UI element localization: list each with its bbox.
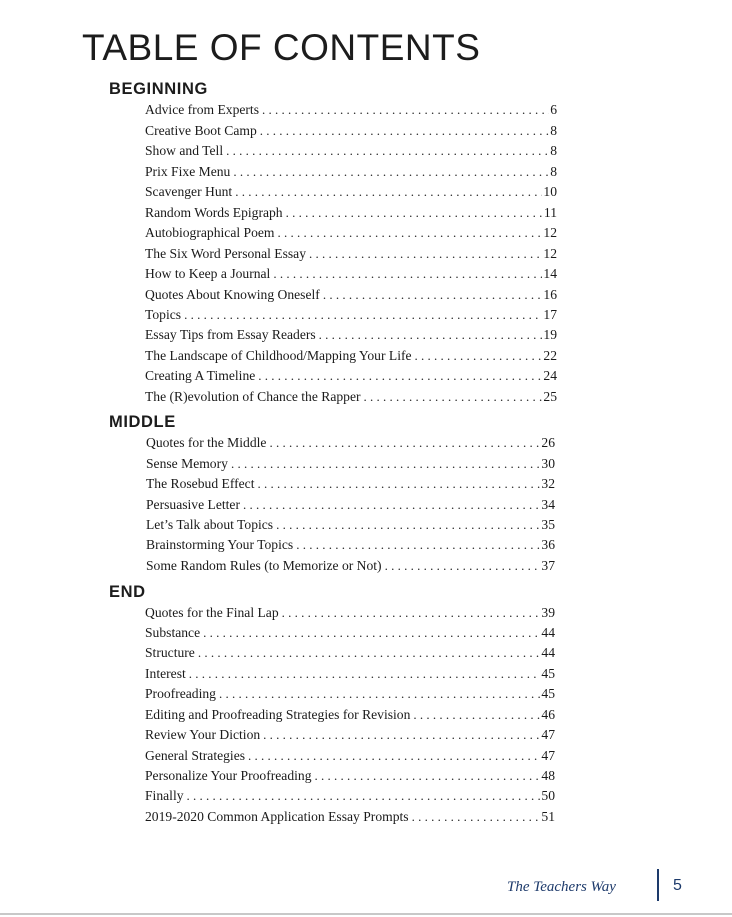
entry-page: 36 (541, 537, 555, 552)
toc-entry[interactable] (145, 684, 555, 704)
dot-leader (257, 474, 540, 494)
page-edge (0, 913, 732, 915)
entry-title: Essay Tips from Essay Readers (145, 327, 316, 342)
entry-page: 12 (543, 225, 557, 240)
dot-leader (412, 807, 541, 827)
dot-leader (235, 182, 542, 202)
entry-title: Quotes About Knowing Oneself (145, 287, 320, 302)
entry-title: The Six Word Personal Essay (145, 246, 307, 261)
toc-entry[interactable] (145, 203, 557, 223)
toc-entry[interactable] (145, 121, 557, 141)
entry-title: Persuasive Letter (146, 497, 240, 512)
entry-page: 47 (541, 727, 555, 742)
entry-title: The (R)evolution of Chance the Rapper (145, 389, 361, 404)
entry-page: 32 (541, 476, 555, 491)
entry-title: Sense Memory (146, 456, 228, 471)
entry-page: 44 (541, 625, 555, 640)
entry-title: Review Your Diction (145, 727, 261, 742)
toc-entry[interactable] (145, 100, 557, 120)
entry-title: Structure (145, 645, 195, 660)
section-heading-middle: MIDDLE (109, 413, 176, 431)
toc-entry[interactable] (145, 264, 557, 284)
toc-entry[interactable] (146, 433, 555, 453)
dot-leader (415, 346, 543, 366)
entry-title: Proofreading (145, 686, 216, 701)
entry-page: 16 (543, 287, 557, 302)
section-heading-end: END (109, 583, 146, 601)
entry-title: Quotes for the Final Lap (145, 605, 279, 620)
entry-page: 8 (550, 143, 557, 158)
toc-entry[interactable] (145, 387, 557, 407)
toc-entry[interactable] (145, 643, 555, 663)
entry-title: The Rosebud Effect (146, 476, 255, 491)
toc-entry[interactable] (145, 182, 557, 202)
entry-title: Show and Tell (145, 143, 224, 158)
dot-leader (278, 223, 543, 243)
entry-title: Creating A Timeline (145, 368, 256, 383)
dot-leader (385, 556, 541, 576)
entry-page: 51 (541, 809, 555, 824)
entry-page: 19 (543, 327, 557, 342)
entry-page: 8 (550, 123, 557, 138)
entry-page: 37 (541, 558, 555, 573)
dot-leader (364, 387, 543, 407)
entry-title: Substance (145, 625, 201, 640)
entry-page: 48 (541, 768, 555, 783)
dot-leader (189, 664, 541, 684)
entry-page: 46 (541, 707, 555, 722)
entry-page: 39 (541, 605, 555, 620)
entry-page: 47 (541, 748, 555, 763)
dot-leader (315, 766, 541, 786)
entry-page: 14 (543, 266, 557, 281)
entry-page: 22 (543, 348, 557, 363)
dot-leader (226, 141, 549, 161)
page-number: 5 (673, 877, 682, 894)
entry-page: 24 (543, 368, 557, 383)
entry-title: Advice from Experts (145, 102, 260, 117)
dot-leader (286, 203, 543, 223)
toc-entry[interactable] (145, 623, 555, 643)
toc-entry[interactable] (145, 141, 557, 161)
entry-page: 34 (541, 497, 555, 512)
toc-entry[interactable] (145, 223, 557, 243)
toc-entry[interactable] (145, 766, 555, 786)
toc-entry[interactable] (145, 346, 557, 366)
entry-title: Random Words Epigraph (145, 205, 283, 220)
entry-page: 50 (541, 788, 555, 803)
footer-divider (657, 869, 659, 901)
toc-entry[interactable] (145, 725, 555, 745)
dot-leader (413, 705, 540, 725)
entry-title: How to Keep a Journal (145, 266, 271, 281)
entry-title: Personalize Your Proofreading (145, 768, 312, 783)
entry-page: 10 (543, 184, 557, 199)
toc-entry[interactable] (145, 746, 555, 766)
dot-leader (276, 515, 540, 535)
dot-leader (309, 244, 542, 264)
toc-entry[interactable] (146, 535, 555, 555)
toc-entry[interactable] (145, 664, 555, 684)
entry-title: General Strategies (145, 748, 246, 763)
entry-page: 6 (550, 102, 557, 117)
publication-title: The Teachers Way (507, 879, 616, 895)
dot-leader (319, 325, 543, 345)
entry-page: 12 (543, 246, 557, 261)
dot-leader (263, 725, 540, 745)
entry-page: 30 (541, 456, 555, 471)
toc-entry[interactable] (145, 162, 557, 182)
entry-title: Prix Fixe Menu (145, 164, 231, 179)
dot-leader (296, 535, 540, 555)
entry-page: 35 (541, 517, 555, 532)
dot-leader (243, 495, 540, 515)
entry-title: Finally (145, 788, 184, 803)
toc-entry[interactable] (146, 556, 555, 576)
entry-title: Scavenger Hunt (145, 184, 233, 199)
dot-leader (233, 162, 549, 182)
dot-leader (262, 100, 549, 120)
dot-leader (203, 623, 540, 643)
entry-title: Some Random Rules (to Memorize or Not) (146, 558, 382, 573)
dot-leader (323, 285, 543, 305)
dot-leader (231, 454, 540, 474)
toc-entry[interactable] (145, 705, 555, 725)
entry-page: 8 (550, 164, 557, 179)
entry-page: 26 (541, 435, 555, 450)
toc-entry[interactable] (146, 515, 555, 535)
dot-leader (258, 366, 542, 386)
toc-entry[interactable] (145, 786, 555, 806)
toc-entry[interactable] (145, 603, 555, 623)
dot-leader (219, 684, 540, 704)
page-title: TABLE OF CONTENTS (82, 27, 481, 68)
dot-leader (198, 643, 541, 663)
entry-title: Topics (145, 307, 182, 322)
toc-entry[interactable] (145, 244, 557, 264)
entry-title: Interest (145, 666, 186, 681)
toc-entry[interactable] (146, 495, 555, 515)
toc-entry[interactable] (145, 285, 557, 305)
entry-page: 44 (541, 645, 555, 660)
entry-page: 17 (543, 307, 557, 322)
entry-title: 2019-2020 Common Application Essay Prompts (145, 809, 409, 824)
entry-title: Editing and Proofreading Strategies for Revision (145, 707, 411, 722)
entry-title: Let’s Talk about Topics (146, 517, 274, 532)
entry-title: Creative Boot Camp (145, 123, 257, 138)
toc-entry[interactable] (145, 325, 557, 345)
toc-entry[interactable] (145, 807, 555, 827)
toc-entry[interactable] (146, 454, 555, 474)
dot-leader (282, 603, 541, 623)
toc-entry[interactable] (146, 474, 555, 494)
section-heading-beginning: BEGINNING (109, 80, 208, 98)
dot-leader (273, 264, 542, 284)
toc-entry[interactable] (145, 366, 557, 386)
entry-title: Autobiographical Poem (145, 225, 275, 240)
dot-leader (184, 305, 542, 325)
entry-title: Quotes for the Middle (146, 435, 267, 450)
dot-leader (269, 433, 540, 453)
dot-leader (260, 121, 549, 141)
entry-title: The Landscape of Childhood/Mapping Your Life (145, 348, 412, 363)
entry-title: Brainstorming Your Topics (146, 537, 294, 552)
entry-page: 45 (541, 666, 555, 681)
entry-page: 45 (541, 686, 555, 701)
dot-leader (248, 746, 540, 766)
entry-page: 11 (543, 205, 557, 220)
toc-entry[interactable] (145, 305, 557, 325)
entry-page: 25 (543, 389, 557, 404)
dot-leader (187, 786, 541, 806)
